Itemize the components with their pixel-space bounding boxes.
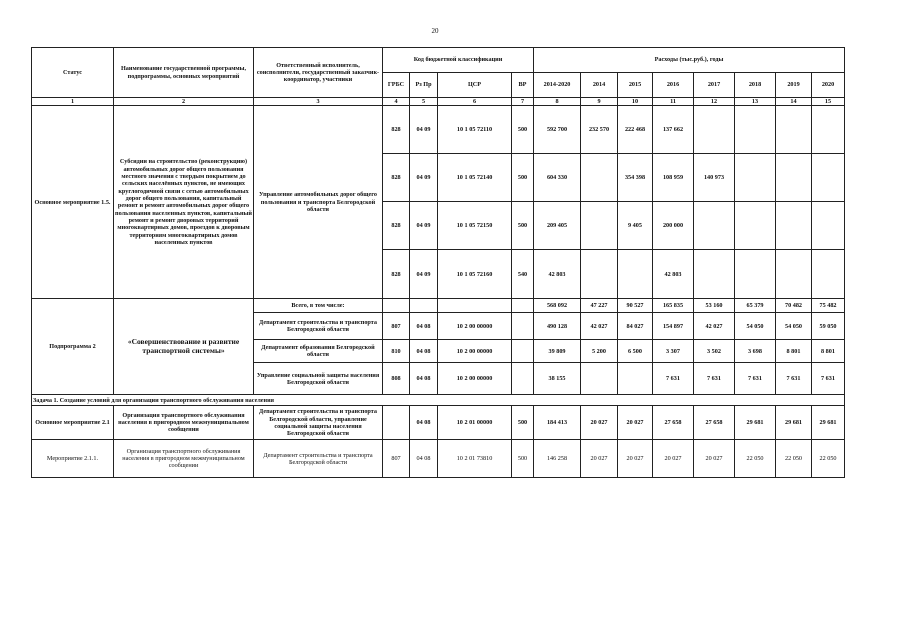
cell-value: 29 681 [776,406,812,440]
col-index: 8 [534,98,581,106]
cell-grbs: 807 [383,440,410,478]
cell-value: 20 027 [694,440,735,478]
cell-grbs: 828 [383,154,410,202]
cell-csr: 10 2 01 73810 [438,440,512,478]
cell-value: 42 803 [534,250,581,299]
cell-value: 222 468 [618,106,653,154]
cell-value [618,363,653,395]
cell-value [735,202,776,250]
row-executor: Департамент строительства и транспорта Белгородской области [254,440,383,478]
col-index: 12 [694,98,735,106]
cell-value: 38 155 [534,363,581,395]
cell-value: 65 379 [735,299,776,313]
cell-grbs: 828 [383,202,410,250]
table-row [32,106,845,154]
cell-rzpr: 04 08 [410,363,438,395]
table-row [32,440,845,478]
cell-value: 7 631 [776,363,812,395]
cell-vr: 500 [512,440,534,478]
cell-grbs [383,406,410,440]
cell-value [581,202,618,250]
column-index-row [32,98,845,106]
cell-value: 165 835 [653,299,694,313]
cell-value: 47 227 [581,299,618,313]
cell-value [618,250,653,299]
cell-value: 108 959 [653,154,694,202]
cell-value [581,250,618,299]
cell-value: 20 027 [653,440,694,478]
cell-value: 568 092 [534,299,581,313]
cell-grbs: 828 [383,106,410,154]
cell-value: 154 897 [653,313,694,340]
cell-value: 20 027 [618,406,653,440]
cell-vr: 540 [512,250,534,299]
header-col: 2014-2020 [534,73,581,98]
cell-value: 20 027 [581,406,618,440]
cell-csr: 10 1 05 72140 [438,154,512,202]
row-name: Организация транспортного обслуживания населения в пригородном межмуниципальном сообщении [114,406,254,440]
cell-value: 7 631 [653,363,694,395]
row-executor: Департамент строительства и транспорта Белгородской области, управление социальной защиты населения Белгородской области [254,406,383,440]
row-executor: Управление автомобильных дорог общего пользования и транспорта Белгородской области [254,106,383,299]
header-col: ЦСР [438,73,512,98]
cell-value [776,106,812,154]
cell-value: 22 050 [735,440,776,478]
header-col: 2018 [735,73,776,98]
cell-rzpr: 04 08 [410,406,438,440]
cell-value: 27 658 [653,406,694,440]
cell-value [581,363,618,395]
task-row [32,395,845,406]
cell-value: 90 527 [618,299,653,313]
cell-value [776,202,812,250]
col-index: 3 [254,98,383,106]
col-index: 10 [618,98,653,106]
cell-value: 29 681 [735,406,776,440]
cell-csr: 10 1 05 72110 [438,106,512,154]
cell-value: 84 027 [618,313,653,340]
col-index: 14 [776,98,812,106]
cell-value [581,154,618,202]
row-name: Организация транспортного обслуживания населения в пригородном межмуниципальном сообщении [114,440,254,478]
cell-value: 146 258 [534,440,581,478]
cell-csr: 10 2 01 00000 [438,406,512,440]
cell-vr: 500 [512,154,534,202]
header-row [32,48,845,73]
cell-value [735,250,776,299]
cell-value: 3 698 [735,340,776,363]
cell-rzpr: 04 09 [410,250,438,299]
cell-vr [512,340,534,363]
task-title: Задача 1. Создание условий для организации транспортного обслуживания населения [32,395,845,406]
cell-rzpr: 04 08 [410,440,438,478]
col-index: 4 [383,98,410,106]
col-index: 9 [581,98,618,106]
cell-vr: 500 [512,202,534,250]
cell-value: 232 570 [581,106,618,154]
cell-value: 604 330 [534,154,581,202]
cell-rzpr: 04 08 [410,340,438,363]
cell-rzpr: 04 09 [410,154,438,202]
cell-value [776,154,812,202]
header-col: 2019 [776,73,812,98]
cell-value [776,250,812,299]
cell-value: 140 973 [694,154,735,202]
row-executor: Управление социальной защиты населения Белгородской области [254,363,383,395]
cell-value: 22 050 [812,440,845,478]
cell-value: 490 128 [534,313,581,340]
row-executor: Всего, в том числе: [254,299,383,313]
header-col: ГРБС [383,73,410,98]
cell-value: 42 803 [653,250,694,299]
cell-value: 184 413 [534,406,581,440]
col-index: 5 [410,98,438,106]
cell-value: 8 801 [776,340,812,363]
cell-value: 200 000 [653,202,694,250]
cell-value: 7 631 [735,363,776,395]
cell-value: 54 050 [735,313,776,340]
table-row-total [32,299,845,313]
header-executor: Ответственный исполнитель, соисполнители, государственный заказчик-координатор, участники [254,48,383,98]
cell-csr: 10 2 00 00000 [438,340,512,363]
cell-value: 6 500 [618,340,653,363]
row-executor: Департамент образования Белгородской области [254,340,383,363]
row-status: Мероприятие 2.1.1. [32,440,114,478]
cell-value: 7 631 [812,363,845,395]
cell-csr: 10 1 05 72160 [438,250,512,299]
cell-value: 209 405 [534,202,581,250]
cell-value [735,106,776,154]
row-name: Субсидии на строительство (реконструкцию) автомобильных дорог общего пользования местного значения с твердым покрытием до сельских населённых пунктов, не имеющих круглогодичной связи с сетью автомобильных дорог общего пользования, капитальный ремонт и ремонт автомобильных дорог общего пользования населенных пунктов, капитальный ремонт и ремонт дворовых территорий многоквартирных домов, проездов к дворовым территориям многоквартирных домов населенных пунктов [114,106,254,299]
col-index: 1 [32,98,114,106]
cell-value: 9 405 [618,202,653,250]
cell-value: 29 681 [812,406,845,440]
header-col: ВР [512,73,534,98]
cell-grbs: 810 [383,340,410,363]
cell-value: 20 027 [618,440,653,478]
cell-rzpr: 04 09 [410,202,438,250]
cell-value: 70 482 [776,299,812,313]
cell-value: 42 027 [694,313,735,340]
cell-rzpr: 04 09 [410,106,438,154]
header-expenses: Расходы (тыс.руб.), годы [534,48,845,73]
cell-vr [512,313,534,340]
cell-value [735,154,776,202]
cell-value: 354 398 [618,154,653,202]
table-row [32,406,845,440]
cell-value: 27 658 [694,406,735,440]
cell-value [694,106,735,154]
cell-value: 3 502 [694,340,735,363]
budget-table [31,47,845,478]
cell-csr: 10 2 00 00000 [438,313,512,340]
cell-value: 5 200 [581,340,618,363]
header-status: Статус [32,48,114,98]
cell-value: 39 809 [534,340,581,363]
cell-value [812,154,845,202]
col-index: 11 [653,98,694,106]
cell-value [694,250,735,299]
cell-value: 7 631 [694,363,735,395]
row-executor: Департамент строительства и транспорта Белгородской области [254,313,383,340]
cell-value: 592 700 [534,106,581,154]
cell-value [812,202,845,250]
cell-value: 42 027 [581,313,618,340]
cell-value: 53 160 [694,299,735,313]
page-number: 20 [431,27,439,35]
row-name: «Совершенствование и развитие транспортной системы» [114,299,254,395]
cell-value: 54 050 [776,313,812,340]
cell-grbs: 828 [383,250,410,299]
header-col: 2015 [618,73,653,98]
cell-grbs: 807 [383,313,410,340]
cell-value [694,202,735,250]
cell-value: 137 662 [653,106,694,154]
cell-value [812,250,845,299]
col-index: 13 [735,98,776,106]
col-index: 6 [438,98,512,106]
cell-vr [512,363,534,395]
cell-csr: 10 2 00 00000 [438,363,512,395]
header-budget-code: Код бюджетной классификации [383,48,534,73]
cell-value: 59 050 [812,313,845,340]
cell-csr: 10 1 05 72150 [438,202,512,250]
cell-value: 22 050 [776,440,812,478]
cell-value: 8 801 [812,340,845,363]
cell-rzpr: 04 08 [410,313,438,340]
cell-value: 20 027 [581,440,618,478]
row-status: Подпрограмма 2 [32,299,114,395]
header-name: Наименование государственной программы, подпрограммы, основных мероприятий [114,48,254,98]
row-status: Основное мероприятие 1.5. [32,106,114,299]
col-index: 7 [512,98,534,106]
header-col: 2017 [694,73,735,98]
header-col: 2020 [812,73,845,98]
cell-grbs: 808 [383,363,410,395]
col-index: 15 [812,98,845,106]
cell-vr: 500 [512,406,534,440]
row-status: Основное мероприятие 2.1 [32,406,114,440]
header-col: 2014 [581,73,618,98]
cell-value: 75 482 [812,299,845,313]
col-index: 2 [114,98,254,106]
header-col: Рз Пр [410,73,438,98]
cell-value: 3 307 [653,340,694,363]
cell-vr: 500 [512,106,534,154]
header-col: 2016 [653,73,694,98]
cell-value [812,106,845,154]
